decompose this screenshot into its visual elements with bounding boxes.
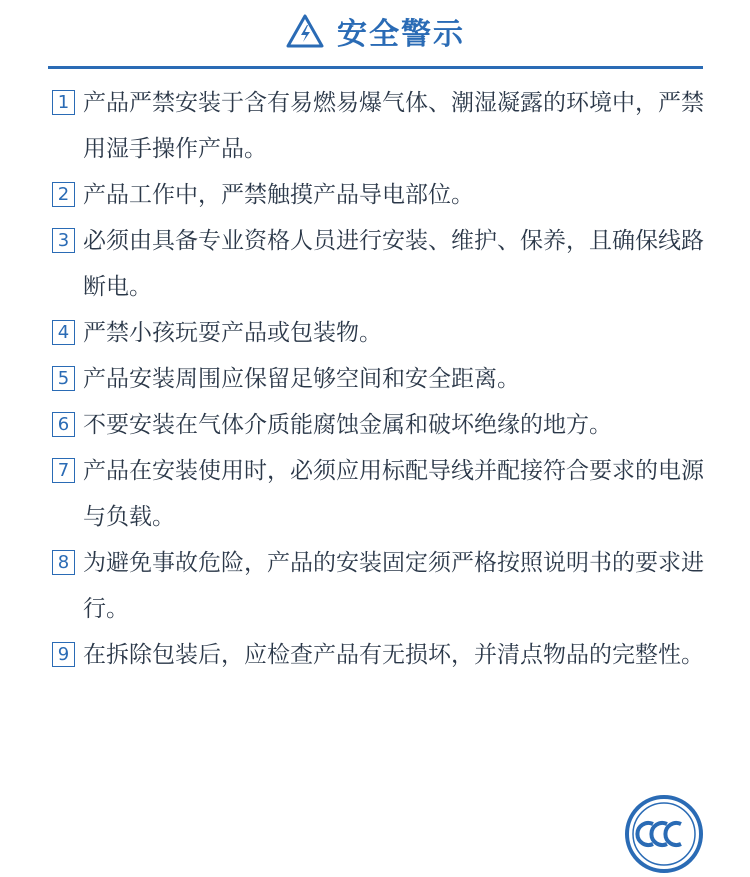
title-divider: [48, 66, 703, 69]
warning-text: 产品严禁安装于含有易燃易爆气体、潮湿凝露的环境中，严禁用湿手操作产品。: [83, 90, 704, 162]
page-header: [0, 8, 750, 54]
list-item: [52, 448, 712, 540]
warning-list: [52, 80, 712, 678]
list-item: [52, 172, 712, 218]
warning-text: 严禁小孩玩耍产品或包装物。: [83, 320, 382, 346]
item-number-badge: 8: [52, 550, 75, 575]
warning-text: 不要安装在气体介质能腐蚀金属和破坏绝缘的地方。: [83, 412, 612, 438]
item-number-badge: 6: [52, 412, 75, 437]
warning-text: 产品在安装使用时，必须应用标配导线并配接符合要求的电源与负载。: [83, 458, 704, 530]
warning-text: 产品安装周围应保留足够空间和安全距离。: [83, 366, 520, 392]
item-number-badge: 4: [52, 320, 75, 345]
warning-text: 在拆除包装后，应检查产品有无损坏，并清点物品的完整性。: [83, 642, 704, 668]
item-number-badge: 3: [52, 228, 75, 253]
warning-text: 必须由具备专业资格人员进行安装、维护、保养，且确保线路断电。: [83, 228, 704, 300]
list-item: [52, 632, 712, 678]
list-item: [52, 540, 712, 632]
item-number-badge: 9: [52, 642, 75, 667]
item-number-badge: 5: [52, 366, 75, 391]
page-title: 安全警示: [337, 17, 465, 52]
list-item: [52, 356, 712, 402]
ccc-certification-icon: [623, 793, 705, 875]
item-number-badge: 1: [52, 90, 75, 115]
warning-text: 产品工作中，严禁触摸产品导电部位。: [83, 182, 474, 208]
list-item: [52, 310, 712, 356]
list-item: [52, 402, 712, 448]
warning-text: 为避免事故危险，产品的安装固定须严格按照说明书的要求进行。: [83, 550, 704, 622]
item-number-badge: 7: [52, 458, 75, 483]
list-item: [52, 218, 712, 310]
item-number-badge: 2: [52, 182, 75, 207]
list-item: [52, 80, 712, 172]
warning-triangle-icon: [285, 13, 325, 49]
